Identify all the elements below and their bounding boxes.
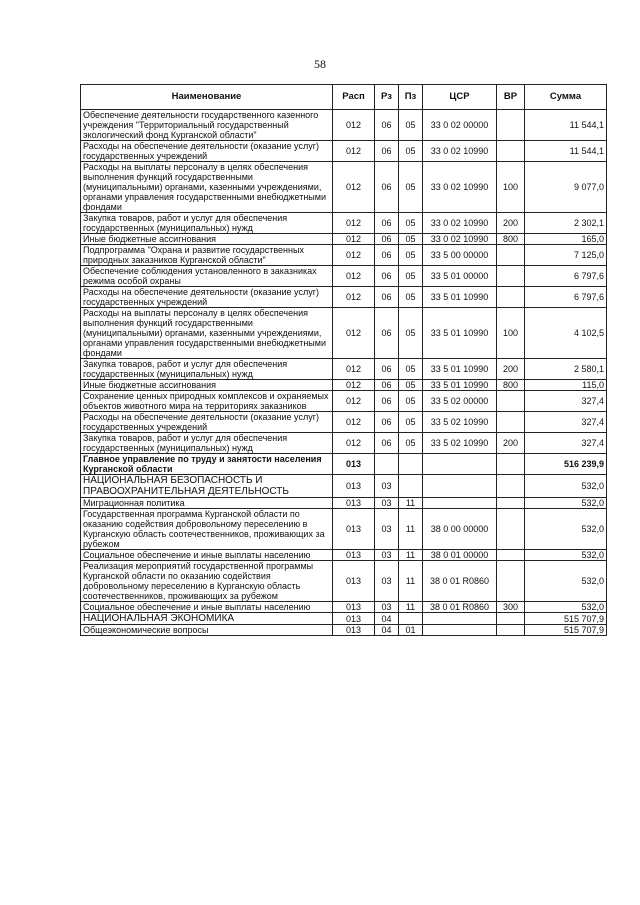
cell-pz: 05	[399, 380, 423, 391]
cell-sum: 327,4	[525, 412, 607, 433]
cell-rz: 03	[375, 602, 399, 613]
cell-csr	[423, 613, 497, 625]
cell-rz: 03	[375, 475, 399, 498]
cell-rz: 06	[375, 213, 399, 234]
cell-vr	[497, 550, 525, 561]
cell-rasp: 013	[333, 454, 375, 475]
table-row	[81, 380, 607, 391]
cell-rz: 06	[375, 266, 399, 287]
cell-vr: 800	[497, 380, 525, 391]
cell-rasp: 012	[333, 308, 375, 359]
cell-rz: 06	[375, 287, 399, 308]
cell-vr	[497, 110, 525, 141]
cell-rz: 04	[375, 613, 399, 625]
cell-rz: 03	[375, 498, 399, 509]
cell-sum: 7 125,0	[525, 245, 607, 266]
cell-name: Обеспечение деятельности государственного казенного учреждения "Территориальный государственный экологический фонд Курганской области"	[81, 110, 333, 141]
cell-csr: 33 0 02 10990	[423, 234, 497, 245]
cell-rz	[375, 454, 399, 475]
cell-name: НАЦИОНАЛЬНАЯ ЭКОНОМИКА	[81, 613, 333, 625]
cell-sum: 516 239,9	[525, 454, 607, 475]
cell-csr: 38 0 01 00000	[423, 550, 497, 561]
cell-vr: 100	[497, 162, 525, 213]
cell-rz: 06	[375, 234, 399, 245]
cell-csr: 33 5 01 00000	[423, 266, 497, 287]
column-header-pz: Пз	[399, 85, 423, 110]
cell-sum: 515 707,9	[525, 625, 607, 636]
cell-rz: 06	[375, 141, 399, 162]
cell-vr	[497, 412, 525, 433]
cell-vr	[497, 625, 525, 636]
cell-rz: 03	[375, 561, 399, 602]
cell-sum: 6 797,6	[525, 266, 607, 287]
cell-rasp: 012	[333, 141, 375, 162]
cell-csr: 33 5 01 10990	[423, 308, 497, 359]
table-row	[81, 498, 607, 509]
cell-csr: 33 0 02 10990	[423, 213, 497, 234]
table-row	[81, 613, 607, 625]
cell-pz: 05	[399, 308, 423, 359]
cell-csr: 33 0 02 10990	[423, 141, 497, 162]
cell-rasp: 013	[333, 509, 375, 550]
cell-sum: 532,0	[525, 602, 607, 613]
table-row	[81, 110, 607, 141]
cell-vr	[497, 509, 525, 550]
cell-rasp: 012	[333, 110, 375, 141]
cell-sum: 532,0	[525, 561, 607, 602]
cell-rz: 06	[375, 412, 399, 433]
cell-pz: 05	[399, 245, 423, 266]
cell-vr	[497, 454, 525, 475]
cell-pz: 05	[399, 266, 423, 287]
cell-csr	[423, 454, 497, 475]
cell-vr: 300	[497, 602, 525, 613]
cell-name: Государственная программа Курганской области по оказанию содействия добровольному переселению в Курганскую область соотечественников, проживающих за рубежом	[81, 509, 333, 550]
cell-pz: 05	[399, 234, 423, 245]
table-row	[81, 475, 607, 498]
cell-rasp: 012	[333, 380, 375, 391]
column-header-rz: Рз	[375, 85, 399, 110]
table-row	[81, 433, 607, 454]
cell-pz: 05	[399, 287, 423, 308]
cell-name: НАЦИОНАЛЬНАЯ БЕЗОПАСНОСТЬ И ПРАВООХРАНИТЕЛЬНАЯ ДЕЯТЕЛЬНОСТЬ	[81, 475, 333, 498]
cell-csr: 33 5 00 00000	[423, 245, 497, 266]
cell-name: Обеспечение соблюдения установленного в заказниках режима особой охраны	[81, 266, 333, 287]
cell-vr	[497, 475, 525, 498]
cell-pz: 05	[399, 141, 423, 162]
cell-vr: 100	[497, 308, 525, 359]
column-header-rasp: Расп	[333, 85, 375, 110]
cell-sum: 165,0	[525, 234, 607, 245]
cell-csr: 33 0 02 00000	[423, 110, 497, 141]
cell-vr: 200	[497, 359, 525, 380]
cell-name: Подпрограмма "Охрана и развитие государственных природных заказников Курганской области"	[81, 245, 333, 266]
cell-name: Закупка товаров, работ и услуг для обеспечения государственных (муниципальных) нужд	[81, 213, 333, 234]
cell-name: Расходы на обеспечение деятельности (оказание услуг) государственных учреждений	[81, 287, 333, 308]
cell-sum: 11 544,1	[525, 110, 607, 141]
column-header-vr: ВР	[497, 85, 525, 110]
table-row	[81, 509, 607, 550]
cell-vr: 200	[497, 433, 525, 454]
cell-pz: 05	[399, 433, 423, 454]
cell-rasp: 012	[333, 359, 375, 380]
cell-pz: 05	[399, 359, 423, 380]
cell-rasp: 013	[333, 613, 375, 625]
cell-pz: 05	[399, 110, 423, 141]
cell-pz: 11	[399, 509, 423, 550]
cell-rasp: 013	[333, 475, 375, 498]
table-row	[81, 234, 607, 245]
table-row	[81, 454, 607, 475]
cell-sum: 532,0	[525, 509, 607, 550]
cell-rasp: 012	[333, 287, 375, 308]
cell-rasp: 012	[333, 266, 375, 287]
cell-rz: 06	[375, 359, 399, 380]
cell-sum: 11 544,1	[525, 141, 607, 162]
cell-pz: 01	[399, 625, 423, 636]
cell-pz: 05	[399, 213, 423, 234]
cell-vr	[497, 613, 525, 625]
cell-sum: 4 102,5	[525, 308, 607, 359]
cell-rasp: 013	[333, 550, 375, 561]
cell-rasp: 012	[333, 245, 375, 266]
cell-name: Социальное обеспечение и иные выплаты населению	[81, 602, 333, 613]
cell-vr: 800	[497, 234, 525, 245]
cell-pz: 11	[399, 498, 423, 509]
column-header-name: Наименование	[81, 85, 333, 110]
table-row	[81, 625, 607, 636]
cell-csr: 33 5 02 10990	[423, 433, 497, 454]
cell-sum: 9 077,0	[525, 162, 607, 213]
cell-rz: 06	[375, 308, 399, 359]
cell-sum: 115,0	[525, 380, 607, 391]
cell-name: Расходы на обеспечение деятельности (оказание услуг) государственных учреждений	[81, 412, 333, 433]
budget-table	[80, 84, 607, 636]
cell-name: Главное управление по труду и занятости населения Курганской области	[81, 454, 333, 475]
cell-rz: 06	[375, 245, 399, 266]
cell-csr: 38 0 01 R0860	[423, 561, 497, 602]
column-header-csr: ЦСР	[423, 85, 497, 110]
cell-rasp: 012	[333, 412, 375, 433]
cell-rz: 06	[375, 162, 399, 213]
cell-rz: 06	[375, 110, 399, 141]
table-row	[81, 213, 607, 234]
cell-name: Общеэкономические вопросы	[81, 625, 333, 636]
cell-vr	[497, 141, 525, 162]
table-header-row	[81, 85, 607, 110]
cell-name: Иные бюджетные ассигнования	[81, 234, 333, 245]
cell-rasp: 012	[333, 162, 375, 213]
cell-rasp: 013	[333, 498, 375, 509]
table-row	[81, 266, 607, 287]
cell-vr	[497, 498, 525, 509]
cell-name: Социальное обеспечение и иные выплаты населению	[81, 550, 333, 561]
table-row	[81, 359, 607, 380]
cell-rasp: 012	[333, 391, 375, 412]
cell-pz	[399, 613, 423, 625]
cell-vr	[497, 391, 525, 412]
cell-name: Расходы на выплаты персоналу в целях обеспечения выполнения функций государственными (муниципальными) органами, казенными учреждениями, органами управления государственными внебюджетными фондами	[81, 162, 333, 213]
cell-csr: 33 5 01 10990	[423, 287, 497, 308]
cell-sum: 532,0	[525, 475, 607, 498]
cell-name: Расходы на выплаты персоналу в целях обеспечения выполнения функций государственными (муниципальными) органами, казенными учреждениями, органами управления государственными внебюджетными фондами	[81, 308, 333, 359]
cell-name: Иные бюджетные ассигнования	[81, 380, 333, 391]
cell-sum: 515 707,9	[525, 613, 607, 625]
cell-sum: 2 302,1	[525, 213, 607, 234]
cell-csr: 33 5 02 00000	[423, 391, 497, 412]
cell-sum: 532,0	[525, 550, 607, 561]
cell-vr	[497, 287, 525, 308]
table-row	[81, 561, 607, 602]
cell-name: Закупка товаров, работ и услуг для обеспечения государственных (муниципальных) нужд	[81, 433, 333, 454]
cell-rasp: 013	[333, 602, 375, 613]
cell-pz: 05	[399, 391, 423, 412]
cell-rasp: 013	[333, 625, 375, 636]
column-header-sum: Сумма	[525, 85, 607, 110]
page-number: 58	[314, 57, 326, 71]
cell-pz	[399, 475, 423, 498]
cell-pz: 11	[399, 602, 423, 613]
cell-sum: 532,0	[525, 498, 607, 509]
cell-rz: 06	[375, 380, 399, 391]
cell-vr: 200	[497, 213, 525, 234]
cell-rasp: 013	[333, 561, 375, 602]
cell-csr: 38 0 00 00000	[423, 509, 497, 550]
cell-csr	[423, 625, 497, 636]
cell-vr	[497, 245, 525, 266]
cell-csr	[423, 475, 497, 498]
table-row	[81, 162, 607, 213]
table-row	[81, 602, 607, 613]
table-row	[81, 287, 607, 308]
cell-name: Закупка товаров, работ и услуг для обеспечения государственных (муниципальных) нужд	[81, 359, 333, 380]
cell-pz: 11	[399, 550, 423, 561]
cell-pz	[399, 454, 423, 475]
cell-rasp: 012	[333, 213, 375, 234]
cell-csr	[423, 498, 497, 509]
cell-rasp: 012	[333, 433, 375, 454]
cell-vr	[497, 561, 525, 602]
cell-csr: 33 5 02 10990	[423, 412, 497, 433]
cell-pz: 05	[399, 412, 423, 433]
table-row	[81, 141, 607, 162]
cell-csr: 33 0 02 10990	[423, 162, 497, 213]
cell-sum: 6 797,6	[525, 287, 607, 308]
cell-pz: 11	[399, 561, 423, 602]
cell-name: Реализация мероприятий государственной программы Курганской области по оказанию содействия добровольному переселению в Курганскую область соотечественников, проживающих за рубежом	[81, 561, 333, 602]
cell-csr: 38 0 01 R0860	[423, 602, 497, 613]
cell-name: Миграционная политика	[81, 498, 333, 509]
cell-rz: 04	[375, 625, 399, 636]
table-row	[81, 245, 607, 266]
cell-rz: 03	[375, 550, 399, 561]
cell-name: Сохранение ценных природных комплексов и охраняемых объектов животного мира на территориях заказников	[81, 391, 333, 412]
cell-rz: 06	[375, 433, 399, 454]
table-row	[81, 391, 607, 412]
cell-sum: 2 580,1	[525, 359, 607, 380]
table-row	[81, 308, 607, 359]
cell-rz: 06	[375, 391, 399, 412]
table-row	[81, 412, 607, 433]
cell-rz: 03	[375, 509, 399, 550]
cell-name: Расходы на обеспечение деятельности (оказание услуг) государственных учреждений	[81, 141, 333, 162]
cell-rasp: 012	[333, 234, 375, 245]
cell-sum: 327,4	[525, 391, 607, 412]
cell-csr: 33 5 01 10990	[423, 359, 497, 380]
cell-csr: 33 5 01 10990	[423, 380, 497, 391]
cell-vr	[497, 266, 525, 287]
cell-sum: 327,4	[525, 433, 607, 454]
cell-pz: 05	[399, 162, 423, 213]
table-row	[81, 550, 607, 561]
